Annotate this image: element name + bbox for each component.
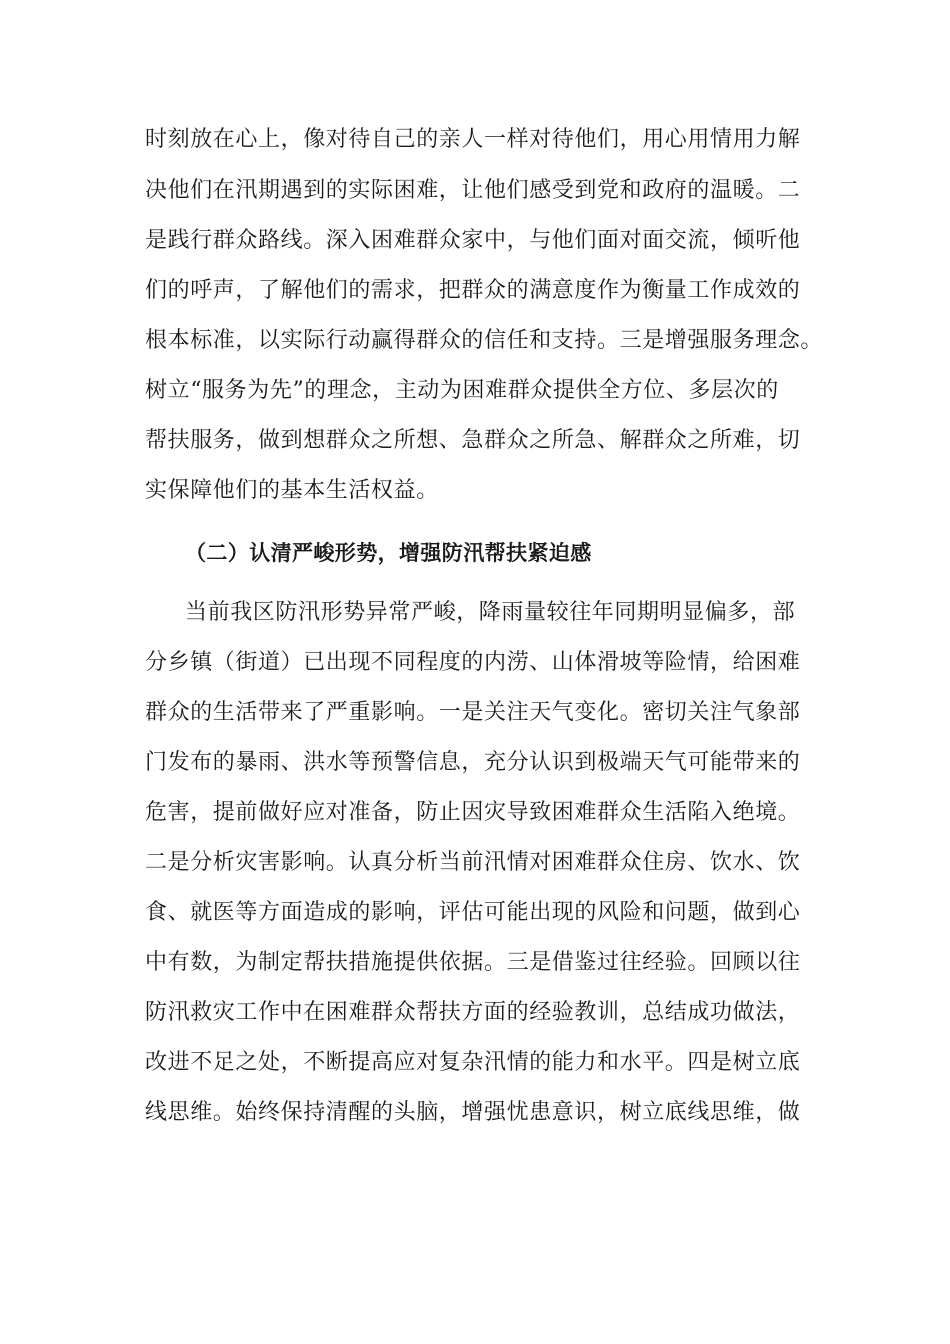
paragraph-2-line-4: 门发布的暴雨、洪水等预警信息，充分认识到极端天气可能带来的 (145, 750, 801, 775)
paragraph-1-line-7: 帮扶服务，做到想群众之所想、急群众之所急、解群众之所难，切 (145, 428, 801, 453)
paragraph-2-line-7: 食、就医等方面造成的影响，评估可能出现的风险和问题，做到心 (145, 900, 801, 925)
paragraph-2-line-5: 危害，提前做好应对准备，防止因灾导致困难群众生活陷入绝境。 (145, 800, 801, 825)
paragraph-1-line-1: 时刻放在心上，像对待自己的亲人一样对待他们，用心用情用力解 (145, 127, 801, 152)
paragraph-1-line-3: 是践行群众路线。深入困难群众家中，与他们面对面交流，倾听他 (145, 228, 801, 253)
paragraph-2-line-1: 当前我区防汛形势异常严峻，降雨量较往年同期明显偏多，部 (185, 600, 796, 625)
paragraph-2-line-6: 二是分析灾害影响。认真分析当前汛情对困难群众住房、饮水、饮 (145, 850, 801, 875)
paragraph-2-line-9: 防汛救灾工作中在困难群众帮扶方面的经验教训，总结成功做法， (145, 1000, 801, 1025)
paragraph-1-line-8: 实保障他们的基本生活权益。 (145, 478, 439, 503)
paragraph-2-line-2: 分乡镇（街道）已出现不同程度的内涝、山体滑坡等险情，给困难 (145, 650, 801, 675)
paragraph-2-line-3: 群众的生活带来了严重影响。一是关注天气变化。密切关注气象部 (145, 700, 801, 725)
section-heading: （二）认清严峻形势，增强防汛帮扶紧迫感 (185, 541, 592, 565)
paragraph-2-line-10: 改进不足之处，不断提高应对复杂汛情的能力和水平。四是树立底 (145, 1050, 801, 1075)
paragraph-2-line-8: 中有数，为制定帮扶措施提供依据。三是借鉴过往经验。回顾以往 (145, 950, 801, 975)
paragraph-1-line-4: 们的呼声，了解他们的需求，把群众的满意度作为衡量工作成效的 (145, 278, 801, 303)
paragraph-1-line-2: 决他们在汛期遇到的实际困难，让他们感受到党和政府的温暖。二 (145, 178, 801, 203)
paragraph-1-line-6: 树立“服务为先”的理念，主动为困难群众提供全方位、多层次的 (145, 378, 779, 403)
paragraph-2-line-11: 线思维。始终保持清醒的头脑，增强忧患意识，树立底线思维，做 (145, 1100, 801, 1125)
paragraph-1-line-5: 根本标准，以实际行动赢得群众的信任和支持。三是增强服务理念。 (145, 328, 824, 353)
